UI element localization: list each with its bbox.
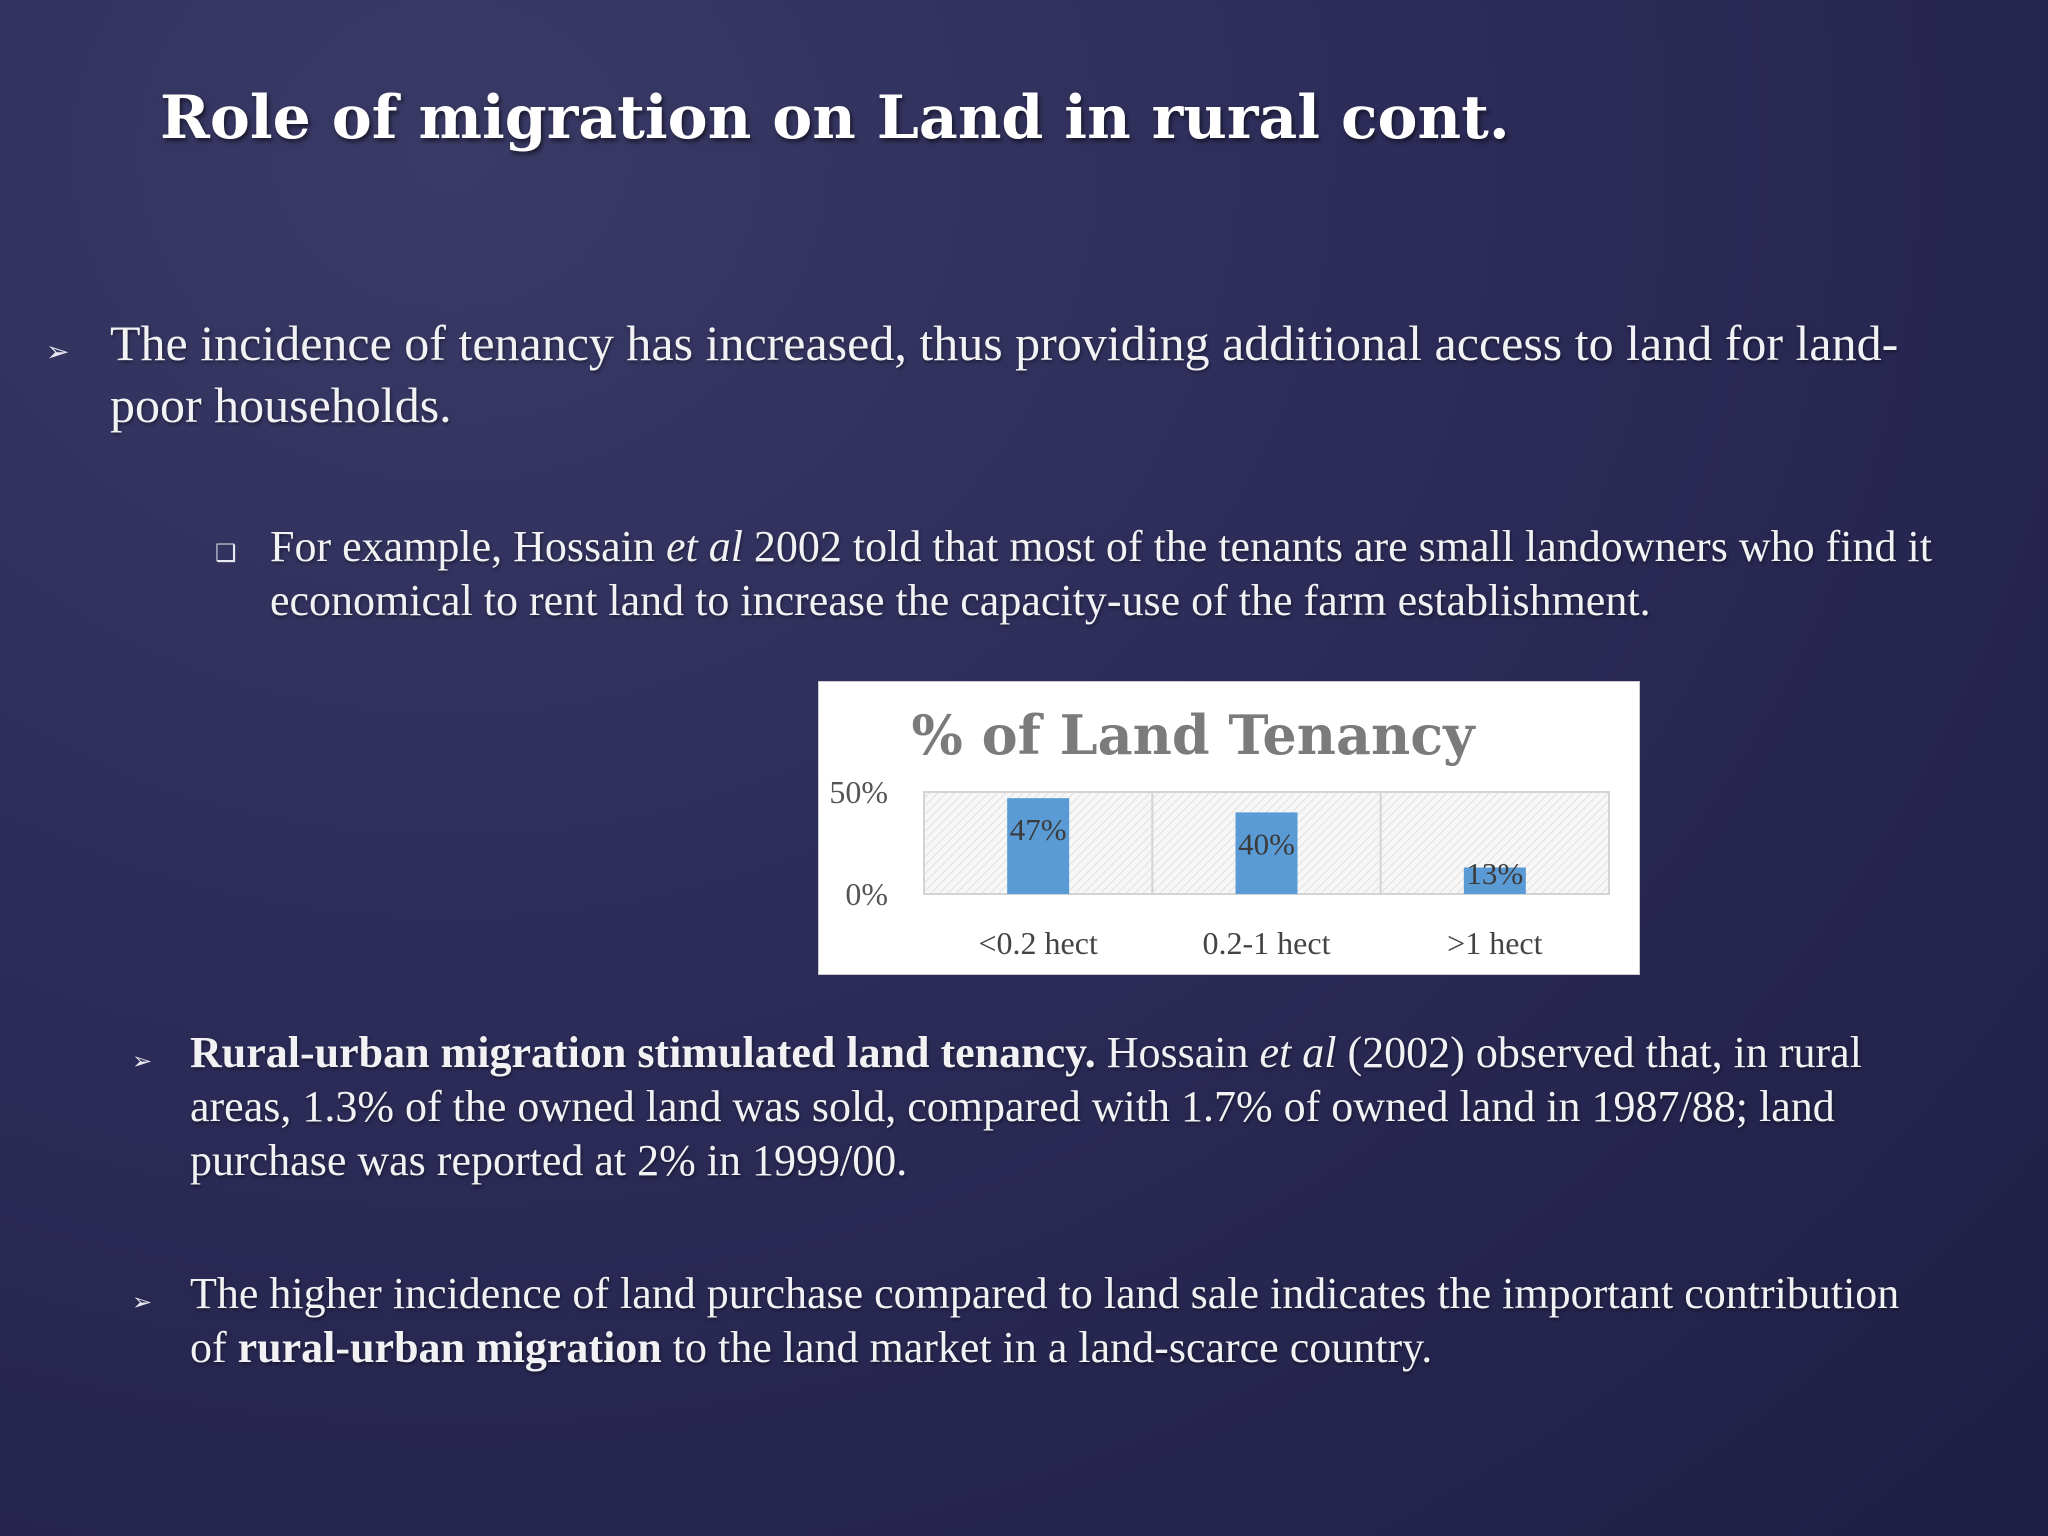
data-label-0: 47% [1009, 812, 1067, 848]
category-label-1: 0.2-1 hect [1202, 925, 1331, 961]
bullet-bold-term: rural-urban migration [237, 1323, 662, 1372]
y-tick-label: 50% [829, 774, 888, 810]
chart-title: % of Land Tenancy [911, 703, 1475, 767]
category-label-0: <0.2 hect [978, 925, 1098, 961]
square-bullet-icon: ❑ [215, 539, 237, 567]
bullet-text: The incidence of tenancy has increased, thus providing additional access to land for land-poor households. [110, 315, 1899, 433]
bullet-italic-citation: et al [1259, 1028, 1337, 1077]
arrow-bullet-icon: ➢ [46, 335, 70, 368]
chart-canvas [819, 682, 1639, 974]
bullet-land-purchase [190, 1267, 1940, 1375]
bullet-text-after: to the land market in a land-scarce country. [661, 1323, 1433, 1372]
land-tenancy-chart [818, 681, 1640, 975]
bullet-rural-urban-stimulated [190, 1026, 1940, 1188]
bullet-tenancy-increase [110, 312, 1940, 436]
bullet-text-before: Hossain [1095, 1028, 1260, 1077]
slide-title: Role of migration on Land in rural cont. [160, 83, 1510, 153]
bullet-hossain-example [270, 520, 1970, 628]
y-axis-ticks [829, 774, 888, 912]
y-tick-label: 0% [845, 876, 888, 912]
bullet-italic-citation: et al [665, 522, 743, 571]
category-label-2: >1 hect [1447, 925, 1543, 961]
category-labels [978, 925, 1542, 961]
bullet-text-after: (2002) observed that, in rural areas, 1.3% of the owned land was sold, compared with 1.7% of owned land in 1987/88; land purchase was reported at 2% in 1999/00. [190, 1028, 1862, 1185]
data-label-1: 40% [1238, 826, 1295, 862]
bullet-text-after: 2002 told that most of the tenants are small landowners who find it economical to rent land to increase the capacity-use of the farm establishment. [270, 522, 1932, 625]
bullet-text-before: The higher incidence of land purchase compared to land sale indicates the important contribution of [190, 1269, 1900, 1372]
bullet-text-before: For example, Hossain [270, 522, 666, 571]
data-label-2: 13% [1466, 856, 1524, 891]
arrow-bullet-icon: ➢ [132, 1047, 153, 1075]
bullet-bold-lead: Rural-urban migration stimulated land tenancy. [190, 1028, 1096, 1077]
arrow-bullet-icon: ➢ [132, 1288, 153, 1316]
